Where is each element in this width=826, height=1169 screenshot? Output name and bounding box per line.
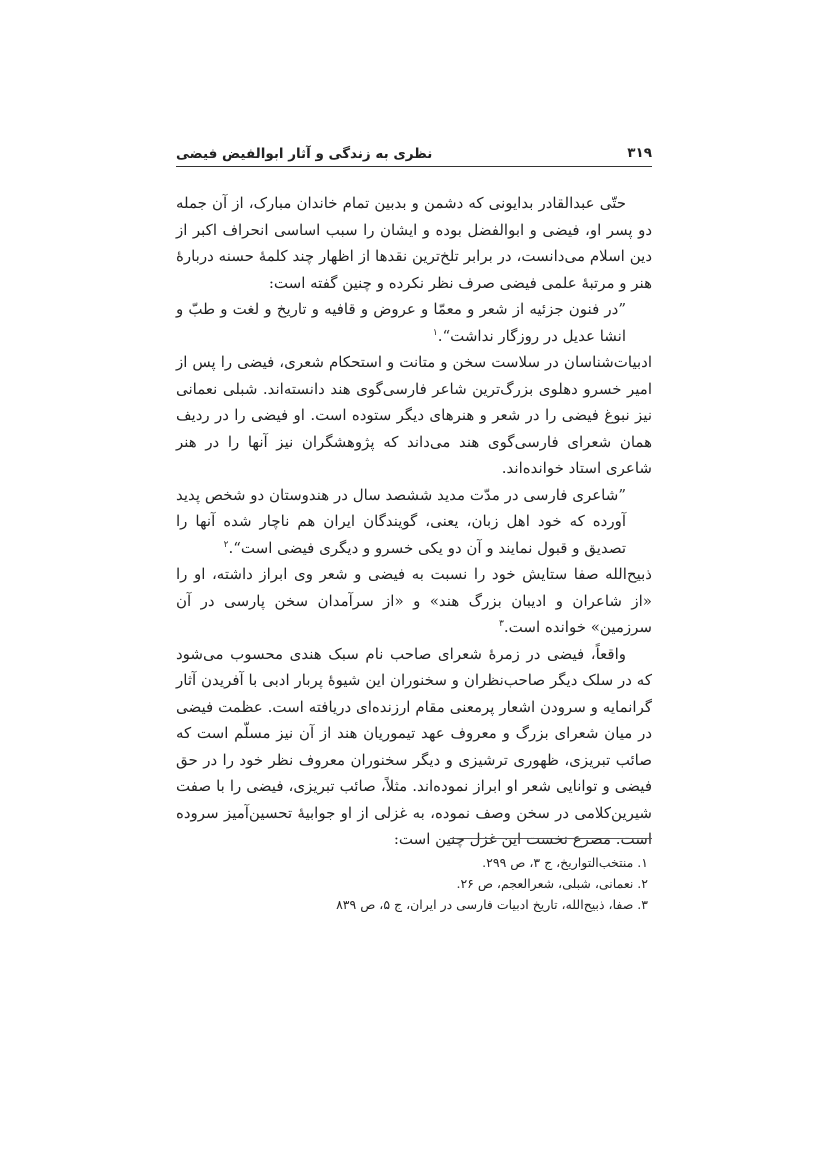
footnote-ref-3: ۳ bbox=[499, 619, 504, 629]
paragraph-2: ادبیات‌شناسان در سلاست سخن و متانت و استحکام شعری، فیضی را پس از امیر خسرو دهلوی بزرگ‌ترین شاعر فارسی‌گوی هند دانسته‌اند. شبلی نعمانی نیز نبوغ فیضی را در شعر و هنرهای دیگر ستوده است. او فیضی را در ردیف همان شعرای فارسی‌گوی هند می‌داند که پژوهشگران نیز آنها را در هنر شاعری استاد خوانده‌اند. bbox=[176, 353, 652, 477]
footnote-1: ۱. منتخب‌التواریخ، ج ۳، ص ۲۹۹. bbox=[482, 855, 648, 870]
body-text bbox=[176, 190, 652, 853]
footnote-ref-2: ۲ bbox=[223, 539, 229, 550]
page-number: ۳۱۹ bbox=[627, 145, 652, 161]
quote-2: ”شاعری فارسی در مدّت مدید ششصد سال در هندوستان دو شخص پدید آورده که خود اهل زبان، یعنی، گویندگان ایران هم ناچار شده آنها را تصدیق و قبول نمایند و آن دو یکی خسرو و دیگری فیضی است“.$^۲$ bbox=[176, 485, 626, 557]
paragraph-3: ذبیح‌الله صفا ستایش خود را نسبت به فیضی و شعر وی ابراز داشته، او را «از شاعران و ادیبان بزرگ هند» و «از سرآمدان سخن پارسی در آن سرزمین» خوانده است.$^۳$ bbox=[176, 565, 652, 636]
footnote-2: ۲. نعمانی، شبلی، شعرالعجم، ص ۲۶. bbox=[456, 876, 648, 891]
running-title: نظری به زندگی و آثار ابوالفیض فیضی bbox=[176, 146, 433, 162]
footnote-divider bbox=[450, 838, 652, 839]
quote-1: ”در فنون جزئیه از شعر و معمّا و عروض و قافیه و تاریخ و لغت و طبّ و انشا عدیل در روزگار نداشت“.$^۱$ bbox=[176, 300, 626, 345]
paragraph-4: واقعاً، فیضی در زمرهٔ شعرای صاحب نام سبک هندی محسوب می‌شود که در سلک دیگر صاحب‌نظران و سخنوران این شیوهٔ پربار ادبی با آفریدن آثار گرانمایه و سرودن اشعار پرمعنی مقام ارزنده‌ای دریافته است. عظمت فیضی در میان شعرای بزرگ و معروف عهد تیموریان هند از آن نیز مسلّم است که صائب تبریزی، ظهوری ترشیزی و دیگر سخنوران معروف نظر خود را در حق فیضی و توانایی شعر او ابراز نموده‌اند. مثلاً، صائب تبریزی، فیضی را با صفت شیرین‌کلامی در سخن وصف نموده، به غزلی از او جوابیهٔ تحسین‌آمیز سروده است. مصرع نخست این غزل چنین است: bbox=[176, 644, 652, 848]
footnote-3: ۳. صفا، ذبیح‌الله، تاریخ ادبیات فارسی در ایران، ج ۵، ص ۸۳۹ bbox=[336, 897, 648, 912]
paragraph-1: حتّی عبدالقادر بدایونی که دشمن و بدبین تمام خاندان مبارک، از آن جمله دو پسر او، فیضی و ابوالفضل بوده و ایشان را سبب اساسی انحراف اکبر از دین اسلام می‌دانست، در برابر تلخ‌ترین نقدها از اظهار چند کلمهٔ حسنه دربارهٔ هنر و مرتبهٔ علمی فیضی صرف نظر نکرده و چنین گفته است: bbox=[176, 194, 652, 292]
running-header bbox=[176, 140, 652, 167]
footnotes bbox=[176, 852, 652, 915]
footnote-ref-1: ۱ bbox=[432, 327, 438, 338]
